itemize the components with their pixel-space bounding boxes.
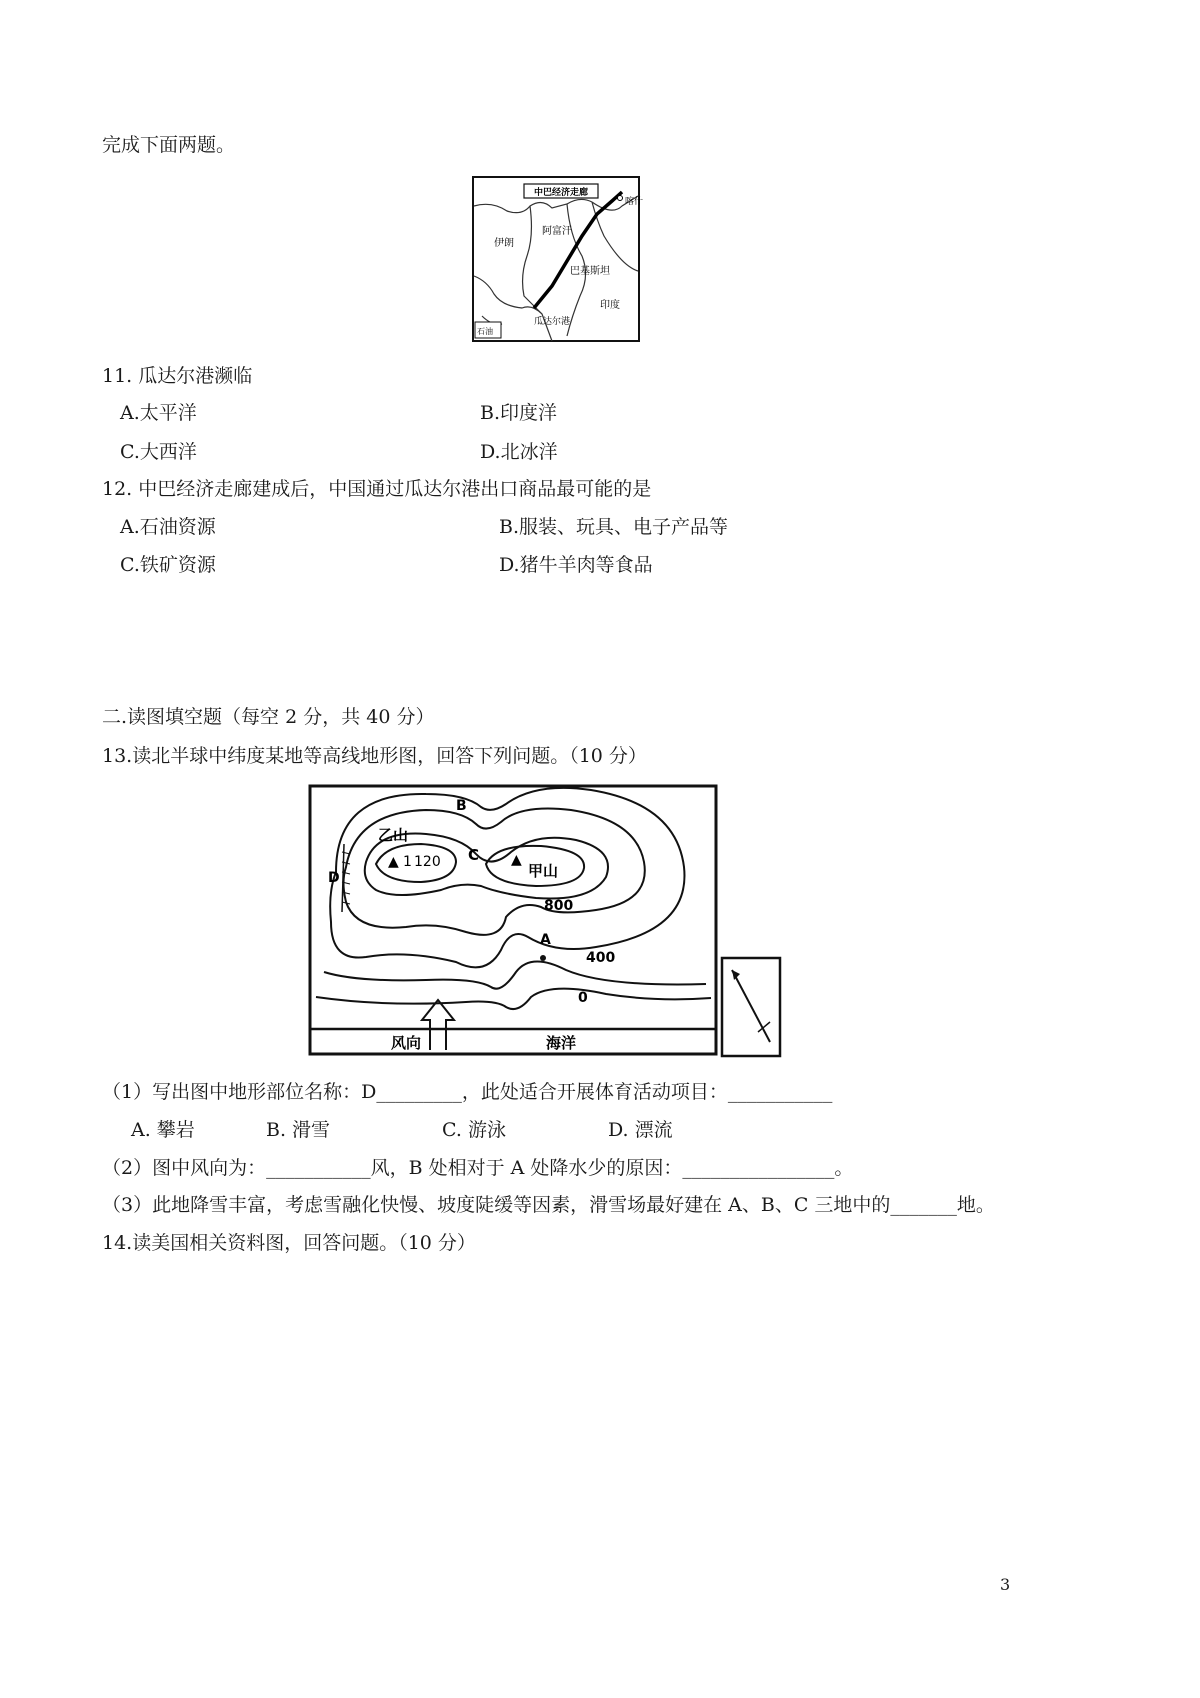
cpec-map <box>472 176 644 347</box>
q13-stem: 13.读北半球中纬度某地等高线地形图，回答下列问题。（10 分） <box>102 745 647 767</box>
yi-mountain-label: 乙山 <box>378 826 409 844</box>
peak-jia-icon: ▲ <box>511 852 522 868</box>
q11-option-b[interactable]: B.印度洋 <box>480 402 558 424</box>
gwadar-label: 瓜达尔港 <box>534 317 571 327</box>
q13-sub1-option-a[interactable]: A. 攀岩 <box>131 1119 195 1141</box>
elev-120-label: 120 <box>414 854 441 870</box>
intro-text: 完成下面两题。 <box>102 134 236 156</box>
d-label: D <box>328 870 340 886</box>
q11-option-a[interactable]: A.太平洋 <box>120 402 197 424</box>
sea-label: 海洋 <box>546 1034 577 1052</box>
q13-sub3: （3）此地降雪丰富，考虑雪融化快慢、坡度陡缓等因素，滑雪场最好建在 A、B、C 三地中的_______地。 <box>102 1194 995 1216</box>
iran-label: 伊朗 <box>494 238 514 249</box>
q12-option-a[interactable]: A.石油资源 <box>120 516 216 538</box>
peak-yi-icon: ▲ <box>388 854 399 870</box>
q11-stem: 11. 瓜达尔港濒临 <box>102 365 253 387</box>
q13-sub1: （1）写出图中地形部位名称：D_________，此处适合开展体育活动项目：___________ <box>102 1081 833 1103</box>
jia-mountain-label: 甲山 <box>528 862 559 880</box>
q11-option-c[interactable]: C.大西洋 <box>120 441 197 463</box>
q12-stem: 12. 中巴经济走廊建成后，中国通过瓜达尔港出口商品最可能的是 <box>102 478 652 500</box>
q13-sub2: （2）图中风向为：___________风，B 处相对于 A 处降水少的原因：________________。 <box>102 1157 854 1179</box>
q13-sub1-option-c[interactable]: C. 游泳 <box>442 1119 506 1141</box>
india-label: 印度 <box>600 300 620 311</box>
section-2-heading: 二.读图填空题（每空 2 分，共 40 分） <box>102 706 435 728</box>
wind-label: 风向 <box>391 1034 422 1052</box>
legend-oil: 石油 <box>477 327 493 336</box>
contour-800-label: 800 <box>544 898 574 914</box>
page-number: 3 <box>1000 1575 1011 1594</box>
contour-0-label: 0 <box>578 990 588 1006</box>
q11-option-d[interactable]: D.北冰洋 <box>480 441 558 463</box>
q13-sub1-option-d[interactable]: D. 漂流 <box>608 1119 673 1141</box>
b-label: B <box>456 798 467 814</box>
contour-map <box>306 782 786 1065</box>
pakistan-label: 巴基斯坦 <box>570 266 610 277</box>
q12-option-c[interactable]: C.铁矿资源 <box>120 554 216 576</box>
contour-400-label: 400 <box>586 950 616 966</box>
c-label: C <box>468 846 480 864</box>
kashi-label: 喀什 <box>625 197 644 207</box>
elev-1-label: 1 <box>403 854 412 870</box>
q12-option-d[interactable]: D.猪牛羊肉等食品 <box>499 554 653 576</box>
q12-option-b[interactable]: B.服装、玩具、电子产品等 <box>499 516 729 538</box>
q13-sub1-option-b[interactable]: B. 滑雪 <box>266 1119 331 1141</box>
afghanistan-label: 阿富汗 <box>542 226 572 237</box>
q14-stem: 14.读美国相关资料图，回答问题。（10 分） <box>102 1232 476 1254</box>
cpec-title: 中巴经济走廊 <box>533 188 589 198</box>
a-label: A <box>540 932 551 948</box>
